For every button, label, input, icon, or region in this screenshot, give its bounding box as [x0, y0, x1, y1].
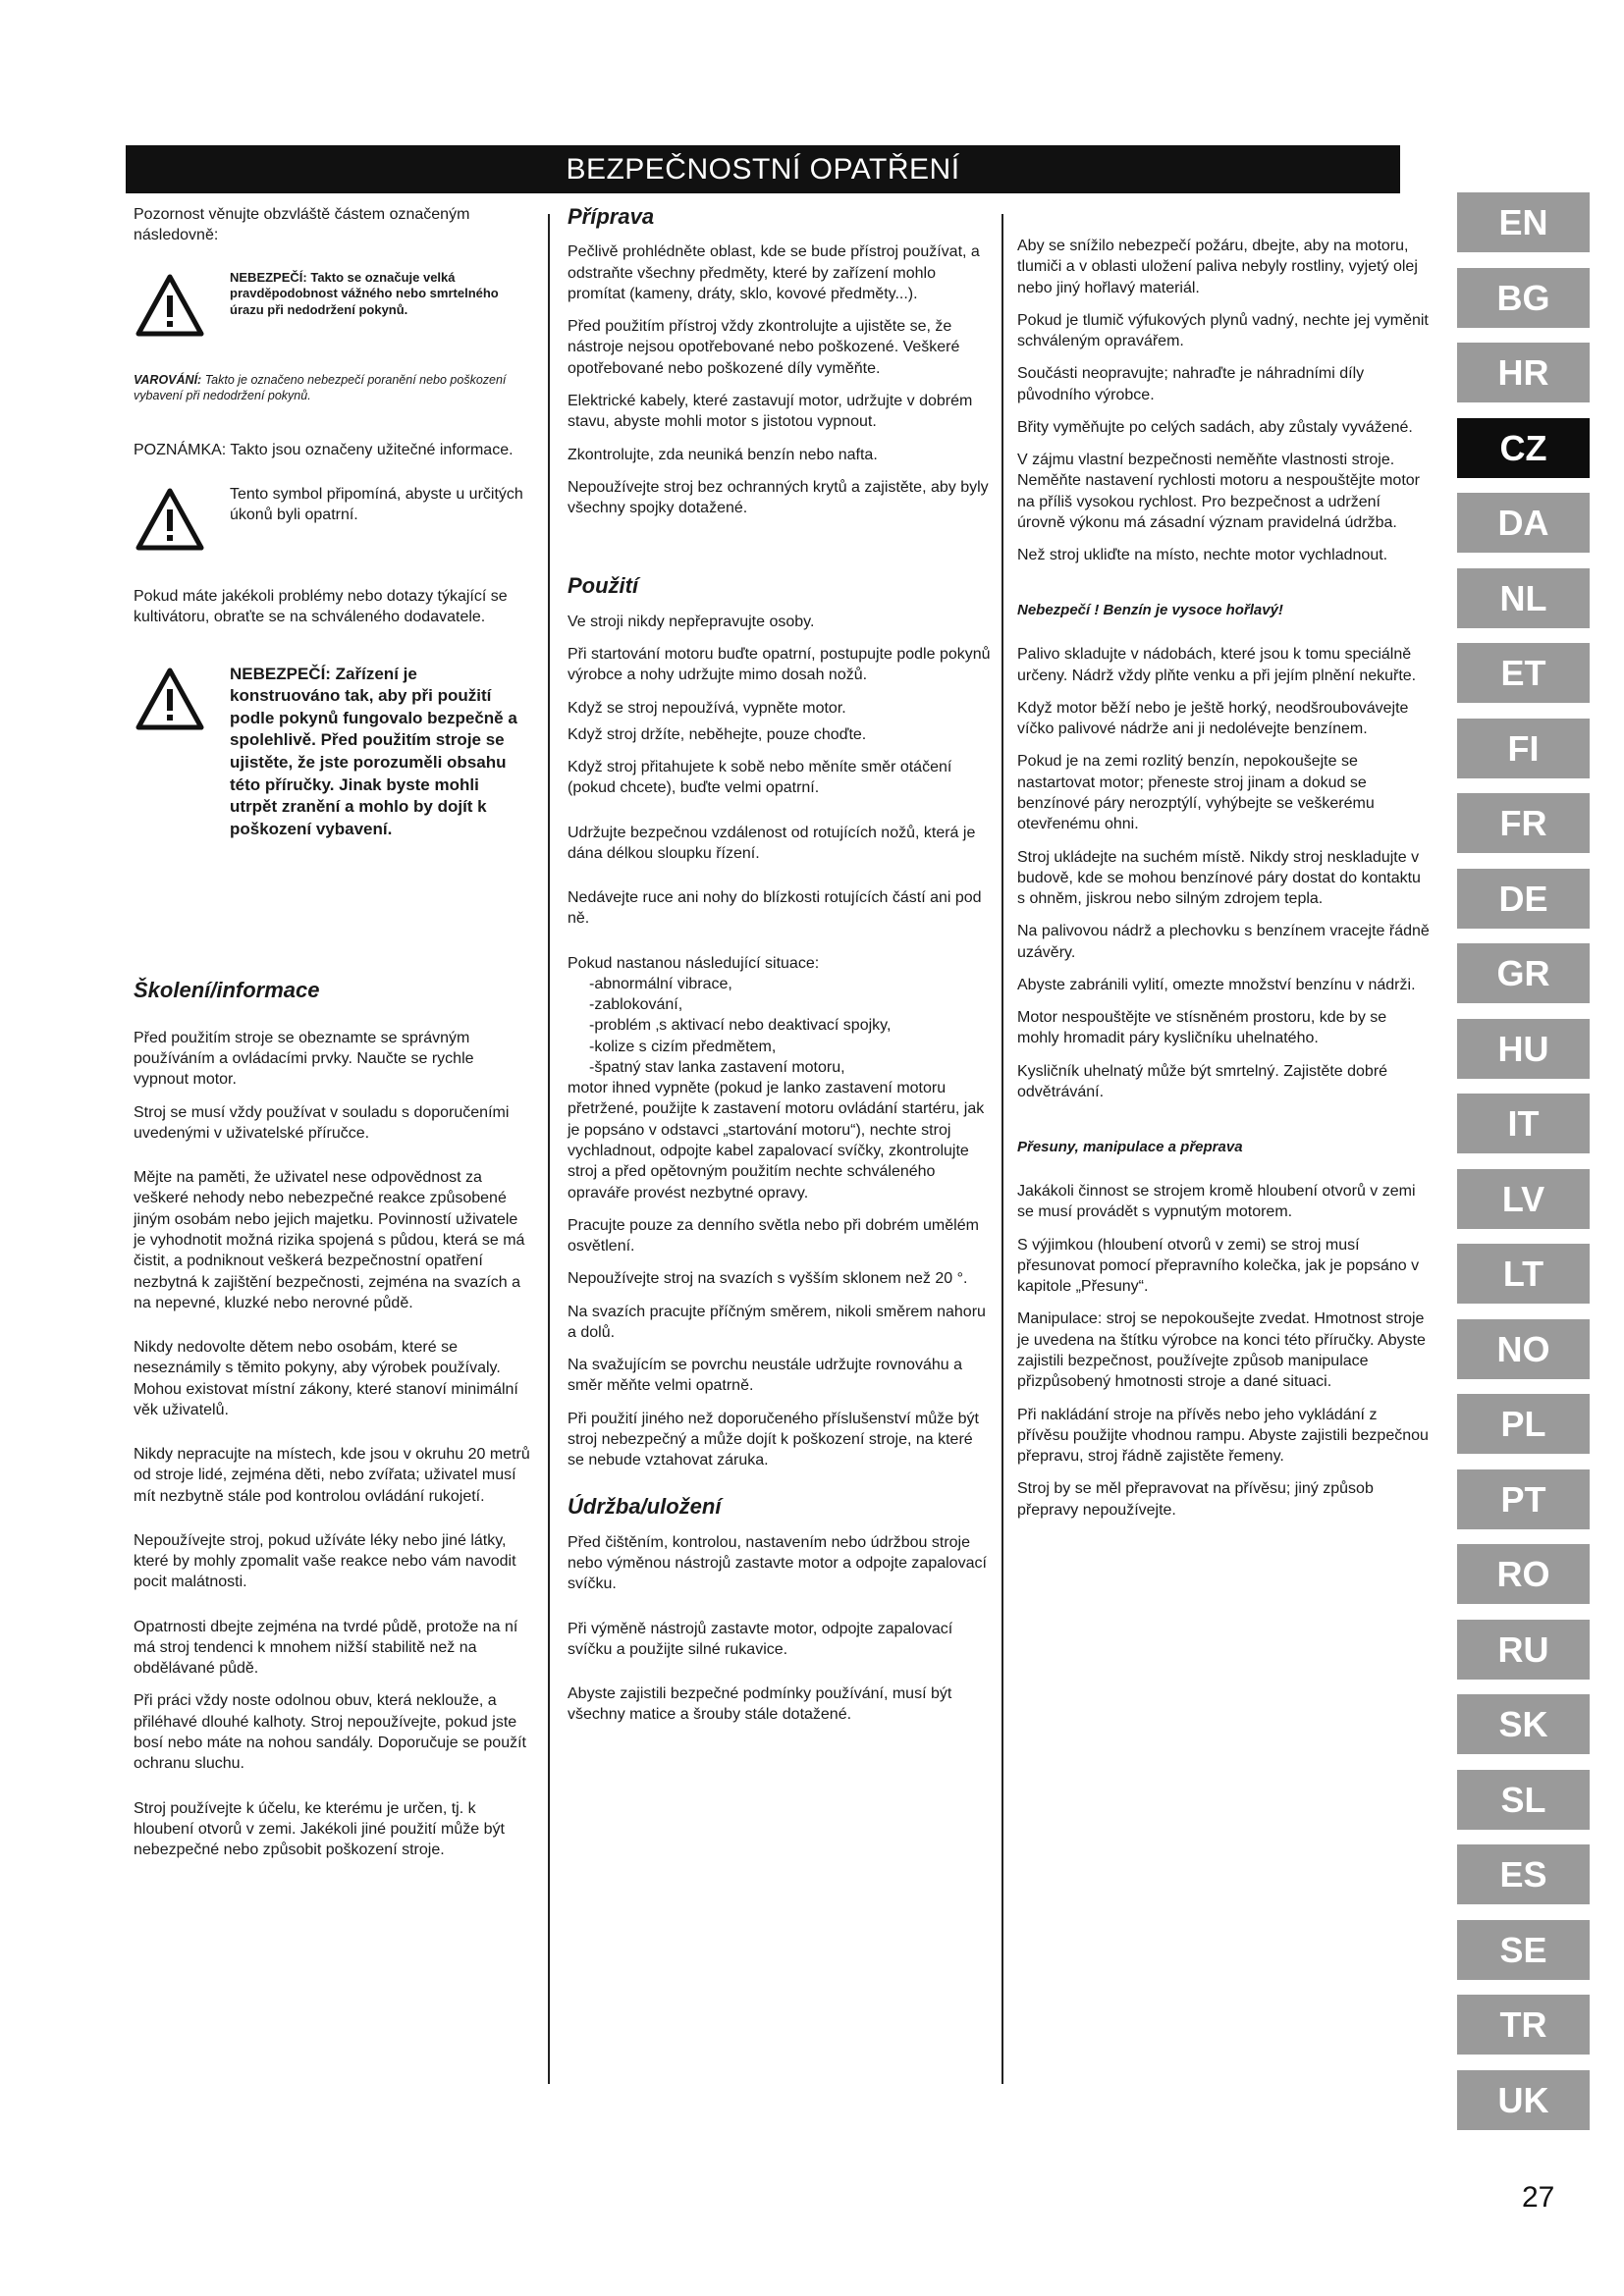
paragraph: Pracujte pouze za denního světla nebo při dobrém umělém osvětlení.: [568, 1216, 979, 1255]
paragraph: Nepoužívejte stroj bez ochranných krytů a zajistěte, aby byly všechny spojky dotažené.: [568, 478, 989, 517]
warning-triangle-icon: [135, 667, 204, 730]
paragraph: Abyste zajistili bezpečné podmínky používání, musí být všechny matice a šrouby stále dotažené.: [568, 1685, 952, 1724]
paragraph: Stroj se musí vždy používat v souladu s doporučeními uvedenými v uživatelské příručce.: [134, 1103, 510, 1142]
paragraph: Při použití jiného než doporučeného příslušenství může být stroj nebezpečný a může dojít k poškození stroje, na které se nebude vztahovat záruka.: [568, 1410, 979, 1469]
paragraph: Nepoužívejte stroj, pokud užíváte léky nebo jiné látky, které by mohly zpomalit vaše reakce nebo vám navodit pocit malátnosti.: [134, 1531, 516, 1591]
reminder-block: [134, 484, 530, 551]
paragraph: Aby se snížilo nebezpečí požáru, dbejte, aby na motoru, tlumiči a v oblasti uložení paliva nebyly rostliny, vyjetý olej nebo jiný hořlavý materiál.: [1017, 238, 1418, 296]
preparation-heading: Příprava: [568, 204, 655, 229]
paragraph: Nikdy nedovolte dětem nebo osobám, které se neseznámily s těmito pokyny, aby výrobek používaly. Mohou existovat místní zákony, které stanoví minimální věk uživatelů.: [134, 1339, 518, 1418]
paragraph: Před použitím stroje se obeznamte se správným používáním a ovládacími prvky. Naučte se rychle vypnout motor.: [134, 1029, 474, 1089]
column-middle: [568, 204, 992, 1726]
column-left: [134, 204, 530, 1860]
paragraph: Zkontrolujte, zda neuniká benzín nebo nafta.: [568, 446, 878, 463]
paragraph: Na palivovou nádrž a plechovku s benzínem vracejte řádně uzávěry.: [1017, 923, 1430, 961]
language-tab-hu[interactable]: HU: [1457, 1019, 1590, 1079]
language-tab-ru[interactable]: RU: [1457, 1620, 1590, 1680]
danger-small-block: [134, 270, 530, 337]
paragraph: Manipulace: stroj se nepokoušejte zvedat. Hmotnost stroje je uvedena na štítku výrobce na konci této příručky. Abyste zajistili bezpečnost, používejte způsob manipulace přizpůsobený hmotnosti stroje a dané situaci.: [1017, 1310, 1426, 1391]
paragraph: Při nakládání stroje na přívěs nebo jeho vykládání z přívěsu použijte vhodnou rampu. Abyste zajistili bezpečnou přepravu, stroj řádně zajistěte řemeny.: [1017, 1406, 1429, 1466]
list-item: -kolize s cizím předmětem,: [589, 1038, 777, 1055]
paragraph: Při výměně nástrojů zastavte motor, odpojte zapalovací svíčku a použijte silné rukavice.: [568, 1620, 953, 1658]
paragraph: Motor nespouštějte ve stísněném prostoru, kde by se mohly hromadit páry kysličníku uhelnatého.: [1017, 1009, 1387, 1047]
paragraph: Nikdy nepracujte na místech, kde jsou v okruhu 20 metrů od stroje lidé, zejména děti, nebo zvířata; uživatel musí mít nezbytně stále pod kontrolou ovládání rukojetí.: [134, 1446, 530, 1505]
language-tab-es[interactable]: ES: [1457, 1844, 1590, 1904]
situations-intro: Pokud nastanou následující situace:: [568, 954, 820, 972]
paragraph: Než stroj ukliďte na místo, nechte motor vychladnout.: [1017, 547, 1388, 564]
problems-text: Pokud máte jakékoli problémy nebo dotazy týkající se kultivátoru, obraťte se na schváleného dodavatele.: [134, 588, 508, 626]
paragraph: Při startování motoru buďte opatrní, postupujte podle pokynů výrobce a nohy udržujte mimo dosah nožů.: [568, 645, 991, 684]
paragraph: Nedávejte ruce ani nohy do blízkosti rotujících částí ani pod ně.: [568, 889, 982, 928]
paragraph: Když stroj přitahujete k sobě nebo měníte směr otáčení (pokud chcete), buďte velmi opatrní.: [568, 759, 952, 797]
maintenance-heading: Údržba/uložení: [568, 1494, 722, 1520]
language-tabs: [1457, 192, 1590, 2145]
danger-large-block: [134, 664, 530, 841]
paragraph: Před čištěním, kontrolou, nastavením nebo údržbou stroje nebo výměnou nástrojů zastavte motor a odpojte zapalovací svíčku.: [568, 1533, 987, 1593]
paragraph: Když stroj držíte, neběhejte, pouze choďte.: [568, 725, 867, 743]
language-tab-de[interactable]: DE: [1457, 869, 1590, 929]
paragraph: Elektrické kabely, které zastavují motor, udržujte v dobrém stavu, abyste mohli motor s jistotou vypnout.: [568, 392, 973, 431]
paragraph: Před použitím přístroj vždy zkontrolujte a ujistěte se, že nástroje nejsou opotřebované nebo poškozené. Veškeré opotřebované nebo poškozené díly vyměňte.: [568, 318, 960, 377]
paragraph: motor ihned vypněte (pokud je lanko zastavení motoru přetržené, použijte k zastavení motoru ovládání startéru, jak je popsáno v odstavci „startování motoru“), nechte stroj vychladnout, odpojte kabel zapalovací svíčky, zkontrolujte stroj a před opětovným použitím nechte schváleného opraváře provést nezbytné opravy.: [568, 1080, 985, 1201]
paragraph: Břity vyměňujte po celých sadách, aby zůstaly vyvážené.: [1017, 418, 1413, 436]
language-tab-it[interactable]: IT: [1457, 1094, 1590, 1153]
list-item: -špatný stav lanka zastavení motoru,: [589, 1058, 845, 1076]
language-tab-hr[interactable]: HR: [1457, 343, 1590, 402]
paragraph: Opatrnosti dbejte zejména na tvrdé půdě, protože na ní má stroj tendenci k mnohem nižší stabilitě než na obdělávané půdě.: [134, 1618, 518, 1678]
language-tab-fr[interactable]: FR: [1457, 793, 1590, 853]
paragraph: Stroj používejte k účelu, ke kterému je určen, tj. k hloubení otvorů v zemi. Jakékoli jiné použití může být nebezpečné nebo způsobit poškození stroje.: [134, 1799, 505, 1859]
paragraph: Pečlivě prohlédněte oblast, kde se bude přístroj používat, a odstraňte všechny předměty, které by zařízení mohlo promítat (kameny, dráty, sklo, kovové předměty...).: [568, 243, 980, 302]
column-divider: [548, 214, 550, 2084]
transport-heading: Přesuny, manipulace a přeprava: [1017, 1139, 1243, 1156]
paragraph: Pokud je na zemi rozlitý benzín, nepokoušejte se nastartovat motor; přeneste stroj jinam a dokud se benzínové páry nerozptýlí, vyhýbejte se veškerému otevřenému ohni.: [1017, 753, 1375, 833]
paragraph: S výjimkou (hloubení otvorů v zemi) se stroj musí přesunovat pomocí přepravního kolečka, jak je popsáno v kapitole „Přesuny“.: [1017, 1236, 1420, 1296]
language-tab-se[interactable]: SE: [1457, 1920, 1590, 1980]
paragraph: V zájmu vlastní bezpečnosti neměňte vlastnosti stroje. Neměňte nastavení rychlosti motoru a nespouštějte motor na příliš vysokou rychlost. Pro bezpečnost a udržení úrovně výkonu má zásadní význam pravidelná údržba.: [1017, 452, 1420, 531]
paragraph: Při práci vždy noste odolnou obuv, která neklouže, a přiléhavé dlouhé kalhoty. Stroj nepoužívejte, pokud jste bosí nebo máte na nohou sandály. Doporučuje se použít ochranu sluchu.: [134, 1692, 526, 1773]
list-item: -zablokování,: [589, 996, 683, 1014]
page-number: 27: [1522, 2181, 1555, 2214]
paragraph: Když se stroj nepoužívá, vypněte motor.: [568, 699, 846, 717]
column-divider: [1001, 214, 1003, 2084]
language-tab-da[interactable]: DA: [1457, 493, 1590, 553]
warning-label: VAROVÁNÍ:: [134, 372, 202, 387]
training-heading: Školení/informace: [134, 978, 320, 1003]
column-right: [1017, 236, 1430, 1521]
fuel-warning-heading: Nebezpečí ! Benzín je vysoce hořlavý!: [1017, 602, 1283, 619]
language-tab-nl[interactable]: NL: [1457, 568, 1590, 628]
warning-triangle-icon: [135, 274, 204, 337]
paragraph: Součásti neopravujte; nahraďte je náhradními díly původního výrobce.: [1017, 365, 1365, 403]
language-tab-tr[interactable]: TR: [1457, 1995, 1590, 2055]
paragraph: Jakákoli činnost se strojem kromě hloubení otvorů v zemi se musí provádět s vypnutým motorem.: [1017, 1183, 1416, 1221]
warning-caption: [134, 372, 530, 404]
paragraph: Ve stroji nikdy nepřepravujte osoby.: [568, 613, 815, 630]
warning-triangle-icon: [135, 488, 204, 551]
paragraph: Palivo skladujte v nádobách, které jsou k tomu speciálně určeny. Nádrž vždy plňte venku a při jejím plnění nekuřte.: [1017, 646, 1417, 684]
paragraph: Stroj by se měl přepravovat na přívěsu; jiný způsob přepravy nepoužívejte.: [1017, 1480, 1374, 1519]
language-tab-lt[interactable]: LT: [1457, 1244, 1590, 1304]
paragraph: Abyste zabránili vylití, omezte množství benzínu v nádrži.: [1017, 976, 1416, 993]
warning-text: Takto je označeno nebezpečí poranění nebo poškození vybavení při nedodržení pokynů.: [134, 372, 507, 403]
paragraph: Když motor běží nebo je ještě horký, neodšroubovávejte víčko palivové nádrže ani ji nedolévejte benzínem.: [1017, 699, 1409, 738]
paragraph: Stroj ukládejte na suchém místě. Nikdy stroj neskladujte v budově, kde se mohou benzínové páry dostat do kontaktu s ohněm, jiskrou nebo silným zdrojem tepla.: [1017, 848, 1421, 908]
reminder-text: Tento symbol připomíná, abyste u určitých úkonů byli opatrní.: [230, 486, 523, 524]
language-tab-ro[interactable]: RO: [1457, 1544, 1590, 1604]
paragraph: Mějte na paměti, že uživatel nese odpovědnost za veškeré nehody nebo nebezpečné reakce způsobené jiným osobám nebo jejich majetku. Povinností uživatele je vyhodnotit možná rizika spojená s půdou, která se má čistit, a podniknout veškerá bezpečnostní opatření nezbytná k zajištění bezpečnosti, zejména na svazích a na nepevné, kluzké nebo nerovné půdě.: [134, 1169, 525, 1311]
language-tab-no[interactable]: NO: [1457, 1319, 1590, 1379]
language-tab-et[interactable]: ET: [1457, 643, 1590, 703]
paragraph: Nepoužívejte stroj na svazích s vyšším sklonem než 20 °.: [568, 1270, 968, 1288]
list-item: -problém ‚s aktivací nebo deaktivací spojky,: [589, 1017, 892, 1035]
language-tab-sl[interactable]: SL: [1457, 1770, 1590, 1830]
language-tab-pt[interactable]: PT: [1457, 1469, 1590, 1529]
language-tab-uk[interactable]: UK: [1457, 2070, 1590, 2130]
paragraph: Kysličník uhelnatý může být smrtelný. Zajistěte dobré odvětrávání.: [1017, 1062, 1388, 1100]
language-tab-lv[interactable]: LV: [1457, 1169, 1590, 1229]
danger-small-text: NEBEZPEČÍ: Takto se označuje velká pravděpodobnost vážného nebo smrtelného úrazu při nedodržení pokynů.: [230, 269, 499, 317]
language-tab-en[interactable]: EN: [1457, 192, 1590, 252]
language-tab-sk[interactable]: SK: [1457, 1694, 1590, 1754]
paragraph: Na svažujícím se povrchu neustále udržujte rovnováhu a směr měňte velmi opatrně.: [568, 1357, 962, 1395]
language-tab-fi[interactable]: FI: [1457, 719, 1590, 778]
paragraph: Na svazích pracujte příčným směrem, nikoli směrem nahoru a dolů.: [568, 1303, 986, 1341]
use-heading: Použití: [568, 573, 639, 599]
language-tab-cz[interactable]: CZ: [1457, 418, 1590, 478]
paragraph: Udržujte bezpečnou vzdálenost od rotujících nožů, která je dána délkou sloupku řízení.: [568, 824, 976, 862]
list-item: -abnormální vibrace,: [589, 975, 732, 992]
paragraph: Pokud je tlumič výfukových plynů vadný, nechte jej vyměnit schváleným opravářem.: [1017, 311, 1429, 350]
note-text: POZNÁMKA: Takto jsou označeny užitečné informace.: [134, 441, 514, 458]
language-tab-bg[interactable]: BG: [1457, 268, 1590, 328]
page-title: BEZPEČNOSTNÍ OPATŘENÍ: [126, 145, 1400, 193]
language-tab-pl[interactable]: PL: [1457, 1394, 1590, 1454]
language-tab-gr[interactable]: GR: [1457, 943, 1590, 1003]
intro-text: Pozornost věnujte obzvláště částem označeným následovně:: [134, 206, 470, 244]
danger-large-text: NEBEZPEČÍ: Zařízení je konstruováno tak, aby při použití podle pokynů fungovalo bezpečně a spolehlivě. Před použitím stroje se ujistěte, že jste porozuměli obsahu této příručky. Jinak byste mohli utrpět zranění a mohlo by dojít k poškození vybavení.: [230, 664, 517, 838]
